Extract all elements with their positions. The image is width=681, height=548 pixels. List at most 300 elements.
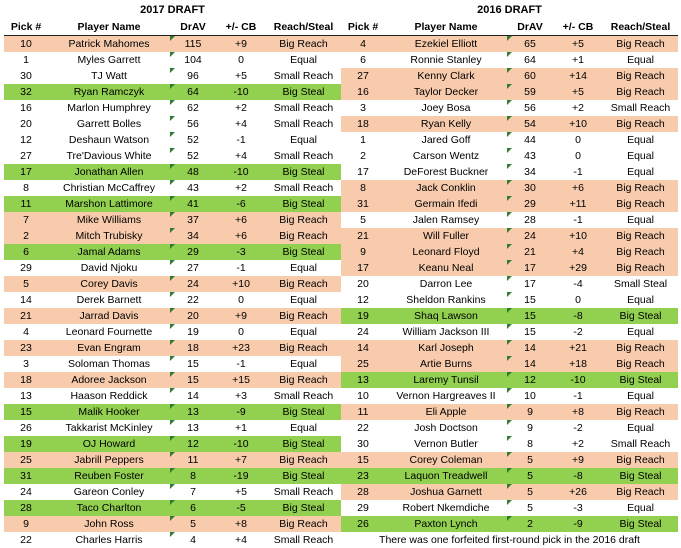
cell-pick[interactable]: 11 [4, 196, 48, 212]
cell-cb[interactable]: +5 [235, 486, 247, 498]
cell-drav[interactable]: 15 [170, 372, 216, 388]
cell-cb[interactable]: -10 [216, 84, 266, 100]
cell-player-name[interactable]: Joey Bosa [421, 102, 471, 114]
cell-pick[interactable]: 13 [341, 372, 385, 388]
cell-reach-steal[interactable]: Equal [290, 54, 317, 66]
cell-drav[interactable]: 43 [507, 148, 553, 164]
cell-player-name[interactable]: Jamal Adams [48, 244, 170, 260]
table-row[interactable] [341, 196, 678, 212]
cell-reach-steal[interactable]: Big Reach [603, 484, 678, 500]
cell-drav[interactable]: 5 [507, 484, 553, 500]
cell-player-name[interactable]: Soloman Thomas [67, 358, 151, 370]
cell-reach-steal[interactable]: Big Reach [266, 228, 341, 244]
cell-player-name[interactable]: Mitch Trubisky [48, 228, 170, 244]
cell-reach-steal[interactable]: Small Reach [273, 486, 334, 498]
cell-pick[interactable]: 30 [20, 70, 32, 82]
table-row[interactable] [4, 68, 341, 84]
cell-reach-steal[interactable]: Big Reach [603, 340, 678, 356]
cell-drav[interactable]: 14 [507, 356, 553, 372]
table-row[interactable] [4, 468, 341, 484]
cell-reach-steal[interactable]: Big Steal [603, 308, 678, 324]
cell-pick[interactable]: 25 [341, 356, 385, 372]
cell-drav[interactable]: 11 [170, 452, 216, 468]
col-header-reach-steal[interactable]: Reach/Steal [603, 19, 678, 36]
cell-pick[interactable]: 5 [360, 214, 366, 226]
cell-cb[interactable]: +26 [553, 484, 603, 500]
table-row[interactable] [4, 500, 341, 516]
cell-cb[interactable]: -19 [216, 468, 266, 484]
cell-cb[interactable]: +21 [553, 340, 603, 356]
cell-player-name[interactable]: Marlon Humphrey [67, 102, 151, 114]
cell-cb[interactable]: +11 [553, 196, 603, 212]
cell-drav[interactable]: 29 [170, 244, 216, 260]
cell-reach-steal[interactable]: Equal [627, 134, 654, 146]
cell-player-name[interactable]: Artie Burns [385, 356, 507, 372]
cell-pick[interactable]: 29 [357, 502, 369, 514]
cell-cb[interactable]: -3 [573, 502, 583, 514]
cell-reach-steal[interactable]: Big Reach [266, 276, 341, 292]
table-row[interactable] [4, 356, 341, 372]
cell-reach-steal[interactable]: Big Reach [603, 196, 678, 212]
cell-cb[interactable]: +8 [553, 404, 603, 420]
cell-cb[interactable]: +10 [216, 276, 266, 292]
cell-pick[interactable]: 17 [4, 164, 48, 180]
cell-reach-steal[interactable]: Big Reach [603, 36, 678, 53]
cell-player-name[interactable]: Ryan Kelly [385, 116, 507, 132]
table-row[interactable] [4, 148, 341, 164]
cell-player-name[interactable]: Vernon Butler [414, 438, 478, 450]
table-row[interactable] [341, 100, 678, 116]
cell-drav[interactable]: 9 [507, 420, 553, 436]
cell-drav[interactable]: 96 [170, 68, 216, 84]
table-row[interactable] [341, 420, 678, 436]
cell-drav[interactable]: 21 [507, 244, 553, 260]
cell-pick[interactable]: 18 [4, 372, 48, 388]
cell-reach-steal[interactable]: Small Reach [273, 150, 334, 162]
cell-player-name[interactable]: Derek Barnett [76, 294, 142, 306]
cell-cb[interactable]: +9 [216, 308, 266, 324]
cell-reach-steal[interactable]: Big Reach [603, 84, 678, 100]
cell-pick[interactable]: 32 [4, 84, 48, 100]
cell-cb[interactable]: +5 [553, 36, 603, 53]
cell-drav[interactable]: 17 [507, 260, 553, 276]
cell-cb[interactable]: -10 [216, 164, 266, 180]
cell-cb[interactable]: +14 [553, 68, 603, 84]
cell-pick[interactable]: 26 [341, 516, 385, 532]
cell-drav[interactable]: 60 [507, 68, 553, 84]
cell-drav[interactable]: 37 [170, 212, 216, 228]
cell-cb[interactable]: +2 [572, 438, 584, 450]
table-row[interactable] [4, 228, 341, 244]
cell-player-name[interactable]: Taco Charlton [48, 500, 170, 516]
table-row[interactable] [341, 372, 678, 388]
cell-reach-steal[interactable]: Big Reach [266, 212, 341, 228]
cell-player-name[interactable]: Jared Goff [421, 134, 471, 146]
cell-reach-steal[interactable]: Big Reach [266, 372, 341, 388]
cell-drav[interactable]: 59 [507, 84, 553, 100]
cell-reach-steal[interactable]: Big Steal [266, 244, 341, 260]
cell-player-name[interactable]: Joshua Garnett [385, 484, 507, 500]
cell-player-name[interactable]: Vernon Hargreaves II [396, 390, 496, 402]
cell-drav[interactable]: 28 [507, 212, 553, 228]
cell-cb[interactable]: +23 [216, 340, 266, 356]
table-row[interactable] [341, 484, 678, 500]
cell-reach-steal[interactable]: Big Reach [603, 404, 678, 420]
cell-cb[interactable]: -8 [553, 468, 603, 484]
cell-drav[interactable]: 14 [507, 340, 553, 356]
col-header-pick[interactable]: Pick # [341, 19, 385, 36]
cell-cb[interactable]: -1 [573, 166, 583, 178]
cell-drav[interactable]: 5 [507, 452, 553, 468]
col-header-cb[interactable]: +/- CB [216, 19, 266, 36]
cell-drav[interactable]: 62 [170, 100, 216, 116]
cell-reach-steal[interactable]: Equal [290, 358, 317, 370]
cell-cb[interactable]: 0 [238, 326, 244, 338]
cell-drav[interactable]: 12 [507, 372, 553, 388]
cell-player-name[interactable]: Tre'Davious White [66, 150, 152, 162]
cell-cb[interactable]: -2 [573, 422, 583, 434]
cell-reach-steal[interactable]: Equal [627, 390, 654, 402]
cell-drav[interactable]: 2 [507, 516, 553, 532]
cell-pick[interactable]: 5 [4, 276, 48, 292]
cell-reach-steal[interactable]: Small Reach [273, 182, 334, 194]
table-row[interactable] [341, 148, 678, 164]
cell-pick[interactable]: 24 [20, 486, 32, 498]
table-row[interactable] [4, 116, 341, 132]
cell-cb[interactable]: -1 [236, 134, 246, 146]
cell-player-name[interactable]: Marshon Lattimore [48, 196, 170, 212]
cell-cb[interactable]: +10 [553, 116, 603, 132]
cell-player-name[interactable]: Haason Reddick [70, 390, 148, 402]
cell-drav[interactable]: 7 [170, 484, 216, 500]
cell-drav[interactable]: 8 [507, 436, 553, 452]
table-row[interactable] [341, 212, 678, 228]
table-row[interactable] [4, 532, 341, 548]
cell-pick[interactable]: 18 [341, 116, 385, 132]
cell-pick[interactable]: 1 [23, 54, 29, 66]
cell-reach-steal[interactable]: Small Steal [613, 278, 668, 290]
table-row[interactable] [341, 164, 678, 180]
cell-reach-steal[interactable]: Big Steal [603, 516, 678, 532]
cell-cb[interactable]: -2 [573, 326, 583, 338]
cell-pick[interactable]: 16 [341, 84, 385, 100]
cell-drav[interactable]: 8 [170, 468, 216, 484]
table-row[interactable] [341, 340, 678, 356]
cell-pick[interactable]: 31 [4, 468, 48, 484]
cell-reach-steal[interactable]: Big Steal [603, 372, 678, 388]
cell-reach-steal[interactable]: Big Reach [603, 116, 678, 132]
cell-cb[interactable]: +4 [235, 150, 247, 162]
cell-cb[interactable]: -1 [573, 214, 583, 226]
cell-reach-steal[interactable]: Equal [627, 422, 654, 434]
table-row[interactable] [341, 436, 678, 452]
cell-drav[interactable]: 34 [507, 164, 553, 180]
cell-cb[interactable]: +6 [216, 228, 266, 244]
table-row[interactable] [4, 516, 341, 532]
cell-reach-steal[interactable]: Big Reach [266, 340, 341, 356]
cell-reach-steal[interactable]: Equal [290, 294, 317, 306]
table-row[interactable] [341, 244, 678, 260]
table-row[interactable] [4, 420, 341, 436]
cell-pick[interactable]: 4 [341, 36, 385, 53]
table-row[interactable] [341, 404, 678, 420]
cell-pick[interactable]: 30 [357, 438, 369, 450]
cell-drav[interactable]: 24 [170, 276, 216, 292]
cell-player-name[interactable]: Reuben Foster [48, 468, 170, 484]
cell-reach-steal[interactable]: Big Steal [266, 196, 341, 212]
cell-drav[interactable]: 41 [170, 196, 216, 212]
cell-drav[interactable]: 12 [170, 436, 216, 452]
cell-player-name[interactable]: Laremy Tunsil [385, 372, 507, 388]
col-header-pick[interactable]: Pick # [4, 19, 48, 36]
cell-pick[interactable]: 11 [341, 404, 385, 420]
cell-reach-steal[interactable]: Big Reach [603, 244, 678, 260]
cell-player-name[interactable]: Paxton Lynch [385, 516, 507, 532]
cell-drav[interactable]: 24 [507, 228, 553, 244]
cell-pick[interactable]: 15 [341, 452, 385, 468]
cell-cb[interactable]: 0 [238, 294, 244, 306]
cell-reach-steal[interactable]: Big Reach [603, 180, 678, 196]
cell-pick[interactable]: 6 [360, 54, 366, 66]
cell-player-name[interactable]: Leonard Fournette [65, 326, 153, 338]
cell-drav[interactable]: 29 [507, 196, 553, 212]
cell-drav[interactable]: 13 [170, 404, 216, 420]
table-row[interactable] [4, 404, 341, 420]
cell-player-name[interactable]: Laquon Treadwell [385, 468, 507, 484]
cell-cb[interactable]: +2 [235, 182, 247, 194]
table-row[interactable] [4, 340, 341, 356]
cell-reach-steal[interactable]: Small Reach [273, 102, 334, 114]
cell-drav[interactable]: 4 [170, 532, 216, 548]
cell-pick[interactable]: 27 [20, 150, 32, 162]
cell-pick[interactable]: 8 [23, 182, 29, 194]
cell-reach-steal[interactable]: Big Reach [266, 452, 341, 468]
cell-reach-steal[interactable]: Small Reach [610, 102, 671, 114]
cell-pick[interactable]: 16 [20, 102, 32, 114]
cell-reach-steal[interactable]: Big Reach [603, 68, 678, 84]
table-row[interactable] [4, 196, 341, 212]
cell-player-name[interactable]: Jonathan Allen [48, 164, 170, 180]
cell-player-name[interactable]: Darron Lee [419, 278, 473, 290]
col-header-player-name[interactable]: Player Name [48, 19, 170, 36]
cell-cb[interactable]: -1 [236, 358, 246, 370]
cell-pick[interactable]: 27 [341, 68, 385, 84]
cell-pick[interactable]: 9 [341, 244, 385, 260]
cell-player-name[interactable]: Corey Coleman [385, 452, 507, 468]
cell-cb[interactable]: +7 [216, 452, 266, 468]
cell-cb[interactable]: +4 [553, 244, 603, 260]
cell-pick[interactable]: 12 [20, 134, 32, 146]
cell-player-name[interactable]: Malik Hooker [48, 404, 170, 420]
cell-player-name[interactable]: Germain Ifedi [385, 196, 507, 212]
table-row[interactable] [341, 468, 678, 484]
cell-reach-steal[interactable]: Equal [627, 54, 654, 66]
cell-pick[interactable]: 31 [341, 196, 385, 212]
cell-drav[interactable]: 27 [170, 260, 216, 276]
cell-pick[interactable]: 10 [357, 390, 369, 402]
cell-cb[interactable]: -9 [553, 516, 603, 532]
cell-player-name[interactable]: Charles Harris [75, 534, 143, 546]
table-row[interactable] [4, 324, 341, 340]
cell-reach-steal[interactable]: Equal [627, 150, 654, 162]
table-row[interactable] [4, 484, 341, 500]
cell-player-name[interactable]: Eli Apple [385, 404, 507, 420]
table-row[interactable] [341, 228, 678, 244]
cell-pick[interactable]: 3 [23, 358, 29, 370]
table-row[interactable] [4, 100, 341, 116]
cell-drav[interactable]: 52 [170, 132, 216, 148]
cell-drav[interactable]: 15 [507, 292, 553, 308]
table-row[interactable] [4, 372, 341, 388]
cell-drav[interactable]: 18 [170, 340, 216, 356]
cell-pick[interactable]: 6 [4, 244, 48, 260]
table-row[interactable] [4, 132, 341, 148]
cell-pick[interactable]: 24 [357, 326, 369, 338]
cell-pick[interactable]: 9 [4, 516, 48, 532]
cell-pick[interactable]: 26 [20, 422, 32, 434]
cell-reach-steal[interactable]: Big Reach [266, 36, 341, 53]
cell-player-name[interactable]: Taylor Decker [385, 84, 507, 100]
table-row[interactable] [341, 500, 678, 516]
cell-cb[interactable]: +2 [235, 102, 247, 114]
cell-pick[interactable]: 17 [357, 166, 369, 178]
cell-player-name[interactable]: Garrett Bolles [76, 118, 142, 130]
cell-reach-steal[interactable]: Equal [627, 214, 654, 226]
cell-reach-steal[interactable]: Big Steal [266, 436, 341, 452]
cell-reach-steal[interactable]: Small Reach [273, 534, 334, 546]
cell-reach-steal[interactable]: Equal [627, 326, 654, 338]
cell-player-name[interactable]: Jack Conklin [385, 180, 507, 196]
cell-reach-steal[interactable]: Big Reach [266, 308, 341, 324]
table-row[interactable] [4, 388, 341, 404]
cell-cb[interactable]: -8 [553, 308, 603, 324]
cell-cb[interactable]: -9 [216, 404, 266, 420]
cell-cb[interactable]: -5 [216, 500, 266, 516]
cell-reach-steal[interactable]: Big Reach [266, 516, 341, 532]
cell-drav[interactable]: 15 [507, 324, 553, 340]
cell-player-name[interactable]: Deshaun Watson [68, 134, 150, 146]
cell-player-name[interactable]: Ezekiel Elliott [385, 36, 507, 53]
table-row[interactable] [341, 388, 678, 404]
table-row[interactable] [341, 52, 678, 68]
cell-player-name[interactable]: Robert Nkemdiche [402, 502, 490, 514]
cell-drav[interactable]: 30 [507, 180, 553, 196]
cell-reach-steal[interactable]: Equal [290, 262, 317, 274]
cell-pick[interactable]: 7 [4, 212, 48, 228]
cell-cb[interactable]: +2 [572, 102, 584, 114]
table-row[interactable] [341, 308, 678, 324]
cell-pick[interactable]: 10 [4, 36, 48, 53]
cell-player-name[interactable]: Jarrad Davis [48, 308, 170, 324]
cell-drav[interactable]: 52 [170, 148, 216, 164]
cell-cb[interactable]: +29 [553, 260, 603, 276]
cell-pick[interactable]: 22 [20, 534, 32, 546]
cell-pick[interactable]: 20 [20, 118, 32, 130]
cell-pick[interactable]: 2 [360, 150, 366, 162]
cell-reach-steal[interactable]: Equal [290, 326, 317, 338]
table-row[interactable] [341, 516, 678, 532]
cell-drav[interactable]: 10 [507, 388, 553, 404]
cell-drav[interactable]: 56 [507, 100, 553, 116]
cell-drav[interactable]: 5 [507, 500, 553, 516]
cell-cb[interactable]: 0 [238, 54, 244, 66]
cell-pick[interactable]: 29 [20, 262, 32, 274]
table-row[interactable] [4, 308, 341, 324]
cell-pick[interactable]: 28 [4, 500, 48, 516]
cell-drav[interactable]: 64 [507, 52, 553, 68]
cell-cb[interactable]: +6 [553, 180, 603, 196]
table-row[interactable] [341, 452, 678, 468]
cell-pick[interactable]: 21 [4, 308, 48, 324]
cell-drav[interactable]: 43 [170, 180, 216, 196]
cell-player-name[interactable]: Takkarist McKinley [65, 422, 153, 434]
cell-pick[interactable]: 23 [4, 340, 48, 356]
cell-cb[interactable]: +8 [216, 516, 266, 532]
cell-reach-steal[interactable]: Small Reach [273, 70, 334, 82]
cell-pick[interactable]: 23 [341, 468, 385, 484]
table-row[interactable] [341, 36, 678, 53]
cell-pick[interactable]: 15 [4, 404, 48, 420]
cell-cb[interactable]: -10 [216, 436, 266, 452]
cell-drav[interactable]: 44 [507, 132, 553, 148]
table-row[interactable] [341, 116, 678, 132]
table-row[interactable] [341, 276, 678, 292]
cell-pick[interactable]: 17 [341, 260, 385, 276]
cell-reach-steal[interactable]: Big Steal [266, 164, 341, 180]
cell-cb[interactable]: -10 [553, 372, 603, 388]
cell-cb[interactable]: -3 [216, 244, 266, 260]
cell-cb[interactable]: +9 [553, 452, 603, 468]
cell-cb[interactable]: -1 [573, 390, 583, 402]
cell-reach-steal[interactable]: Equal [290, 422, 317, 434]
cell-player-name[interactable]: Ronnie Stanley [410, 54, 482, 66]
cell-reach-steal[interactable]: Big Steal [266, 84, 341, 100]
cell-cb[interactable]: +4 [235, 118, 247, 130]
table-row[interactable] [4, 436, 341, 452]
cell-reach-steal[interactable]: Big Reach [603, 356, 678, 372]
cell-cb[interactable]: +10 [553, 228, 603, 244]
cell-reach-steal[interactable]: Big Steal [603, 468, 678, 484]
table-row[interactable] [4, 164, 341, 180]
cell-reach-steal[interactable]: Small Reach [273, 390, 334, 402]
table-row[interactable] [341, 132, 678, 148]
cell-cb[interactable]: +1 [572, 54, 584, 66]
cell-drav[interactable]: 15 [170, 356, 216, 372]
cell-player-name[interactable]: TJ Watt [91, 70, 127, 82]
cell-drav[interactable]: 17 [507, 276, 553, 292]
cell-pick[interactable]: 19 [4, 436, 48, 452]
cell-reach-steal[interactable]: Equal [627, 502, 654, 514]
cell-reach-steal[interactable]: Equal [290, 134, 317, 146]
cell-player-name[interactable]: Sheldon Rankins [406, 294, 486, 306]
cell-reach-steal[interactable]: Big Steal [266, 468, 341, 484]
cell-drav[interactable]: 64 [170, 84, 216, 100]
table-row[interactable] [4, 212, 341, 228]
cell-reach-steal[interactable]: Equal [627, 294, 654, 306]
cell-drav[interactable]: 65 [507, 36, 553, 53]
cell-pick[interactable]: 20 [357, 278, 369, 290]
cell-cb[interactable]: -4 [573, 278, 583, 290]
cell-player-name[interactable]: Jabrill Peppers [48, 452, 170, 468]
cell-player-name[interactable]: Kenny Clark [385, 68, 507, 84]
cell-reach-steal[interactable]: Big Steal [266, 404, 341, 420]
cell-drav[interactable]: 9 [507, 404, 553, 420]
cell-drav[interactable]: 48 [170, 164, 216, 180]
table-row[interactable] [341, 324, 678, 340]
cell-cb[interactable]: +15 [216, 372, 266, 388]
cell-reach-steal[interactable]: Small Reach [273, 118, 334, 130]
cell-cb[interactable]: +18 [553, 356, 603, 372]
